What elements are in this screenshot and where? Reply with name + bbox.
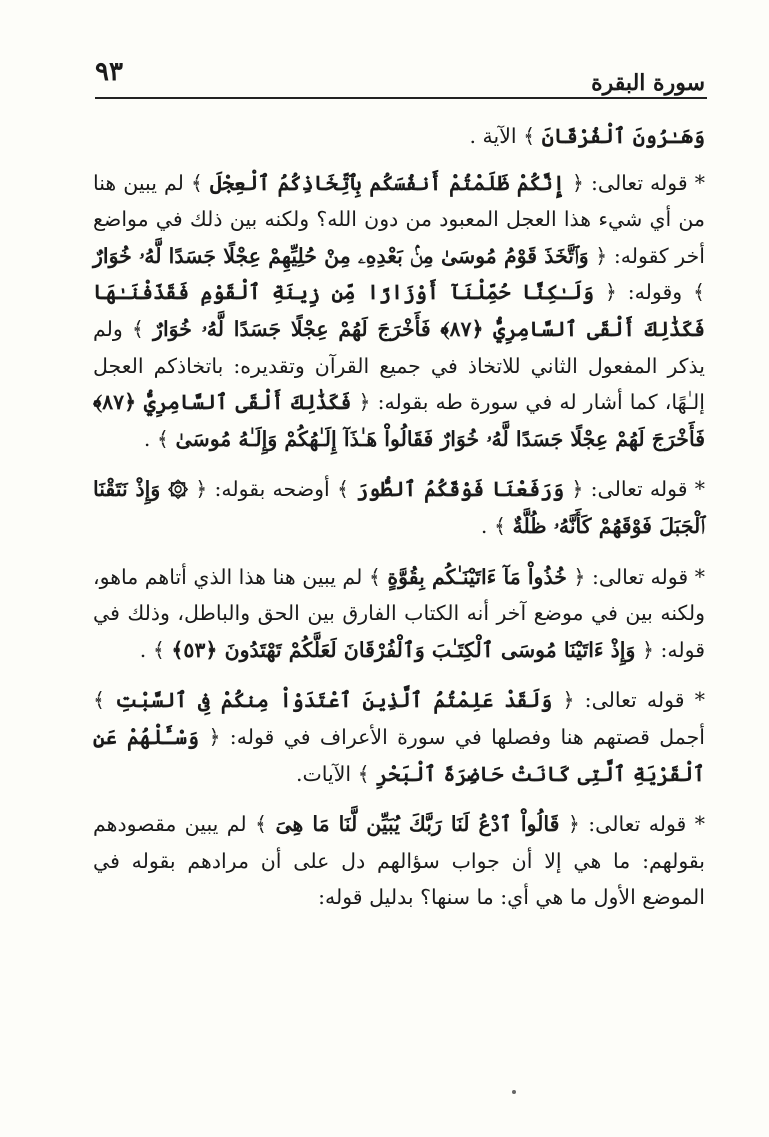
quran-verse: إِنَّكُمْ ظَلَمْتُمْ أَنفُسَكُم بِٱتِّخَاذِكُمُ ٱلْعِجْلَ	[209, 170, 565, 195]
text-run: ﴾ لم يبين مقصودهم بقولهم: ما هي إلا أن جواب سؤالهم دل على أن مرادهم بقوله في الموضع الأول ما هي أي: ما سنها؟ بدليل قوله:	[93, 812, 705, 910]
text-run: * قوله تعالى: ﴿	[571, 477, 705, 502]
quran-verse: وَلَـٰكِنَّا حُمِّلْنَآ أَوْزَارًا مِّن زِينَةِ ٱلْقَوْمِ فَقَذَفْنَـٰهَا فَكَذَٰلِكَ أَلْقَى ٱلسَّامِرِيُّ ﴿٨٧﴾ فَأَخْرَجَ لَهُمْ عِجْلًا جَسَدًا لَّهُۥ خُوَارٌ	[93, 280, 705, 341]
quran-verse: وَهَـٰرُونَ ٱلْفُرْقَانَ	[541, 124, 705, 148]
paragraph	[93, 118, 705, 155]
quran-verse: وَلَقَدْ عَلِمْتُمُ ٱلَّذِينَ ٱعْتَدَوْاْ مِنكُمْ فِى ٱلسَّبْتِ	[115, 688, 553, 713]
text-run: ﴾ .	[139, 637, 165, 662]
page-number: ٩٣	[95, 57, 123, 87]
text-run: ﴾ .	[480, 513, 506, 538]
quran-verse: ۞ وَإِذْ نَتَقْنَا ٱلْجَبَلَ فَوْقَهُمْ كَأَنَّهُۥ ظُلَّةٌ	[93, 477, 705, 538]
text-run: ﴾ الآية .	[469, 124, 536, 148]
quran-verse: فَكَذَٰلِكَ أَلْقَى ٱلسَّامِرِيُّ ﴿٨٧﴾ فَأَخْرَجَ لَهُمْ عِجْلًا جَسَدًا لَّهُۥ خُوَارٌ فَقَالُواْ هَـٰذَآ إِلَـٰهُكُمْ وَإِلَـٰهُ مُوسَىٰ	[93, 390, 705, 451]
text-run: * قوله تعالى: ﴿	[573, 564, 705, 589]
text-run: ﴾ لم يبين هنا من أي شيء هذا العجل المعبود من دون الله؟ ولكنه بين ذلك في مواضع أخر كقوله: ﴿	[93, 170, 705, 268]
paragraph	[93, 682, 705, 792]
text-run: ﴾ لم يبين هنا هذا الذي أتاهم ماهو، ولكنه بين في موضع آخر أنه الكتاب الفارق بين الحق والباطل، وذلك في قوله: ﴿	[93, 564, 705, 662]
text-run: ﴾ أوضحه بقوله: ﴿	[195, 477, 349, 502]
footer-mark	[512, 1090, 516, 1094]
text-run: * قوله تعالى: ﴿	[571, 170, 705, 195]
text-run: ﴾ الآيات.	[295, 761, 370, 786]
quran-verse: قَالُواْ ٱدْعُ لَنَا رَبَّكَ يُبَيِّن لَّنَا مَا هِىَ	[275, 812, 560, 837]
header-rule	[95, 97, 707, 99]
body-text	[93, 118, 705, 930]
paragraph	[93, 806, 705, 916]
quran-verse: وَٱتَّخَذَ قَوْمُ مُوسَىٰ مِنۢ بَعْدِهِۦ مِنْ حُلِيِّهِمْ عِجْلًا جَسَدًا لَّهُۥ خُوَارٌ	[93, 243, 589, 268]
quran-verse: وَإِذْ ءَاتَيْنَا مُوسَى ٱلْكِتَـٰبَ وَٱلْفُرْقَانَ لَعَلَّكُمْ تَهْتَدُونَ ﴿٥٣﴾	[171, 637, 636, 662]
running-title: سورة البقرة	[591, 70, 705, 96]
text-run: * قوله تعالى: ﴿	[567, 812, 705, 837]
quran-verse: خُذُواْ مَآ ءَاتَيْنَـٰكُم بِقُوَّةٍ	[387, 564, 567, 589]
paragraph	[93, 471, 705, 544]
quran-verse: وَسْـَٔلْهُمْ عَنِ ٱلْقَرْيَةِ ٱلَّتِى كَانَتْ حَاضِرَةَ ٱلْبَحْرِ	[93, 724, 705, 786]
paragraph	[93, 165, 705, 458]
text-run: ﴾ ولم يذكر المفعول الثاني للاتخاذ في جميع القرآن وتقديره: باتخاذكم العجل إلـٰهًا، كما أشار له في سورة طه بقوله: ﴿	[93, 316, 705, 415]
text-run: ﴾ وقوله: ﴿	[604, 280, 705, 305]
text-run: ﴾ أجمل قصتهم هنا وفصلها في سورة الأعراف في قوله: ﴿	[93, 688, 705, 749]
text-run: ﴾ .	[143, 426, 169, 451]
text-run: * قوله تعالى: ﴿	[562, 688, 705, 713]
paragraph	[93, 559, 705, 669]
quran-verse: وَرَفَعْنَا فَوْقَكُمُ ٱلطُّورَ	[356, 477, 565, 502]
page-header	[95, 55, 705, 95]
